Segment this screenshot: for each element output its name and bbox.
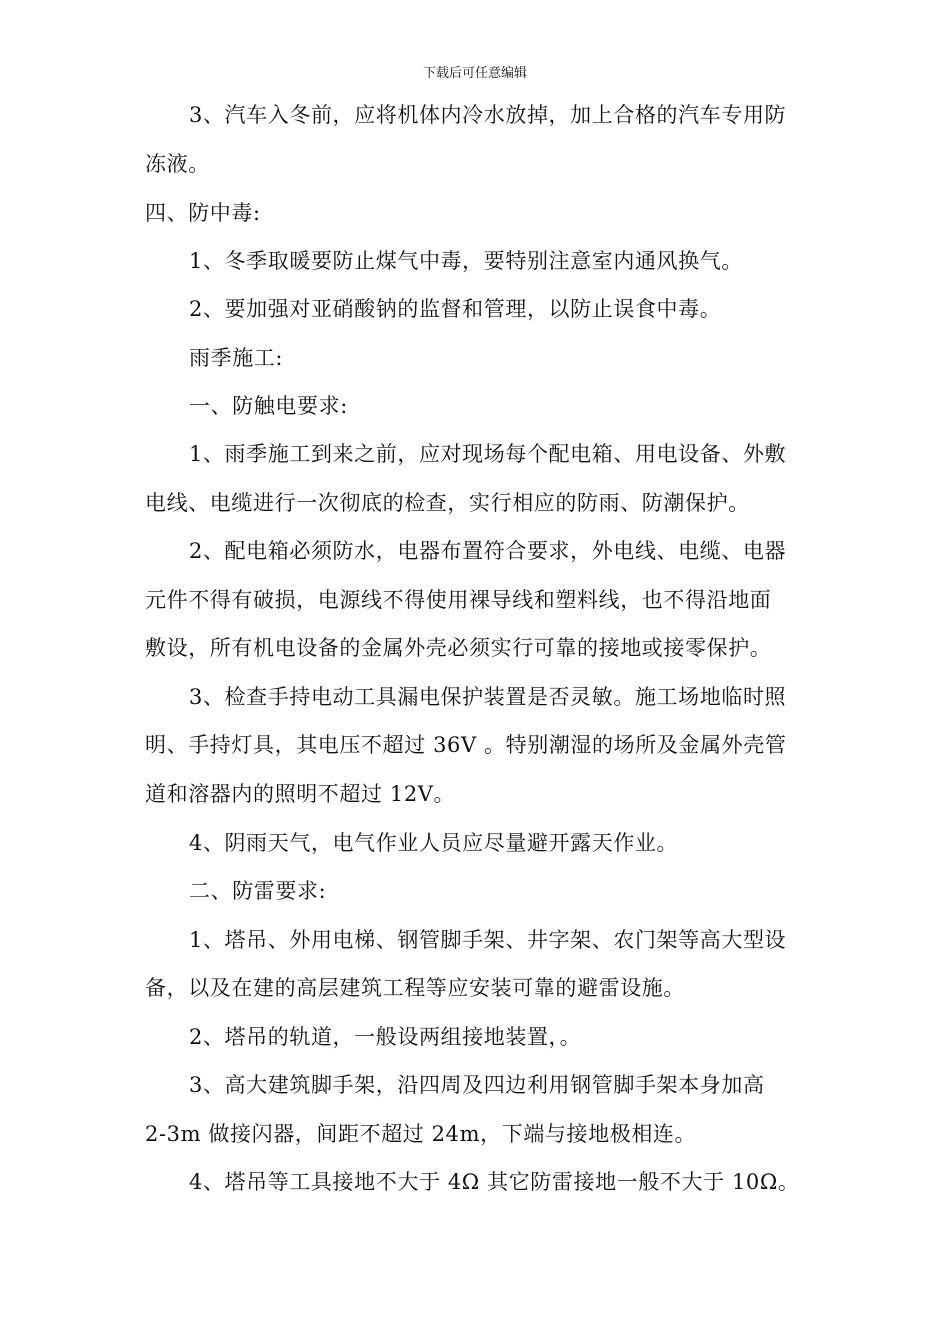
- section-heading: 一、防触电要求:: [189, 394, 348, 418]
- section-heading: 雨季施工:: [189, 346, 284, 370]
- paragraph-line: 1、塔吊、外用电梯、钢管脚手架、井字架、农门架等高大型设: [189, 928, 787, 952]
- paragraph-line: 1、雨季施工到来之前，应对现场每个配电箱、用电设备、外敷: [189, 442, 787, 466]
- section-heading: 四、防中毒:: [145, 201, 261, 225]
- page-header: 下载后可任意编辑: [422, 66, 527, 81]
- paragraph-line: 3、检查手持电动工具漏电保护装置是否灵敏。施工场地临时照: [189, 685, 787, 709]
- paragraph-line: 电线、电缆进行一次彻底的检查，实行相应的防雨、防潮保护。: [145, 491, 750, 515]
- paragraph-line: 道和溶器内的照明不超过 12V。: [145, 782, 456, 806]
- paragraph-line: 2、塔吊的轨道，一般设两组接地装置，。: [189, 1025, 582, 1049]
- section-heading: 二、防雷要求:: [189, 879, 327, 903]
- paragraph-line: 2、要加强对亚硝酸钠的监督和管理，以防止误食中毒。: [189, 297, 722, 321]
- paragraph-line: 4、阴雨天气，电气作业人员应尽量避开露天作业。: [189, 831, 679, 855]
- paragraph-line: 2、配电箱必须防水，电器布置符合要求，外电线、电缆、电器: [189, 539, 787, 563]
- paragraph-line: 4、塔吊等工具接地不大于 4Ω 其它防雷接地一般不大于 10Ω。: [189, 1170, 800, 1194]
- paragraph-line: 1、冬季取暖要防止煤气中毒，要特别注意室内通风换气。: [189, 249, 743, 273]
- paragraph-line: 明、手持灯具，其电压不超过 36V 。特别潮湿的场所及金属外壳管: [145, 733, 787, 757]
- paragraph-line: 冻液。: [145, 152, 210, 176]
- paragraph-line: 2-3m 做接闪器，间距不超过 24m，下端与接地极相连。: [145, 1122, 697, 1146]
- paragraph-line: 备，以及在建的高层建筑工程等应安装可靠的避雷设施。: [145, 976, 685, 1000]
- paragraph-line: 3、汽车入冬前，应将机体内冷水放掉，加上合格的汽车专用防: [189, 103, 787, 127]
- paragraph-line: 敷设，所有机电设备的金属外壳必须实行可靠的接地或接零保护。: [145, 636, 772, 660]
- paragraph-line: 元件不得有破损，电源线不得使用裸导线和塑料线，也不得沿地面: [145, 588, 772, 612]
- paragraph-line: 3、高大建筑脚手架，沿四周及四边利用钢管脚手架本身加高: [189, 1073, 765, 1097]
